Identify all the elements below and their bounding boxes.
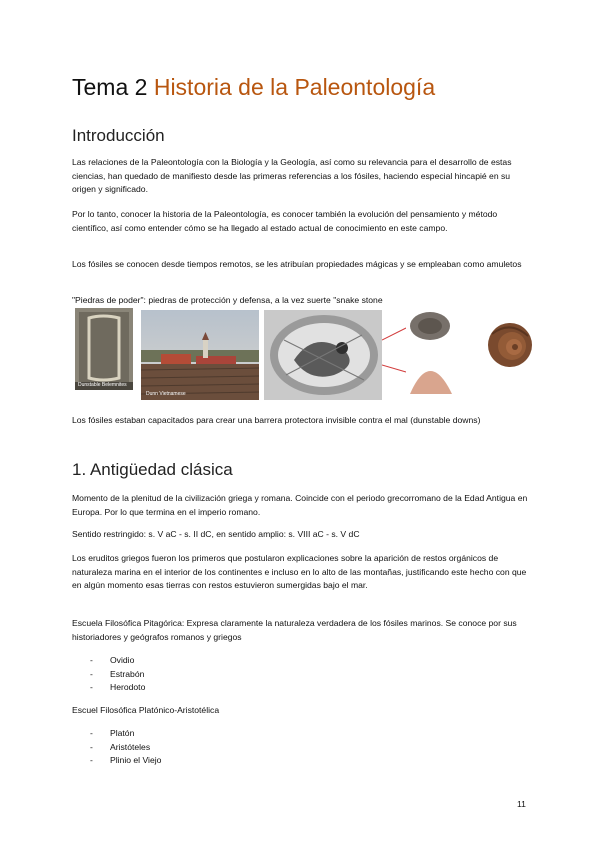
intro-paragraph-2: Por lo tanto, conocer la historia de la Paleontología, es conocer también la evolución del pensamiento y método científico, así como entender cómo se ha llegado al estado actual de conocimiento en este campo. <box>72 209 498 233</box>
section-1-paragraph-1: Momento de la plenitud de la civilización griega y romana. Coincide con el periodo grecorromano de la Edad Antigua en Europa. Por lo que termina en el imperio romano. <box>72 493 528 517</box>
photo-caption-2: Dunn Vietnamese <box>146 391 186 397</box>
section-1-paragraph-4: Escuela Filosófica Pitagórica: Expresa claramente la naturaleza verdadera de los fósiles marinos. Se conoce por sus historiadores y geógrafos romanos y griegos <box>72 618 517 642</box>
burial-engraving <box>264 310 382 400</box>
historians-list <box>90 654 145 695</box>
section-1-paragraph-3: Los eruditos griegos fueron los primeros que postularon explicaciones sobre la aparición de restos orgánicos de naturaleza marina en el interior de los continentes e incluso en lo alto de las montañas, justificando este hecho con que en algún momento esas tierras con restos estuvieron sumergidas bajo el mar. <box>72 553 527 590</box>
intro-paragraph-4: "Piedras de poder": piedras de protección y defensa, a la vez suerte "snake stone <box>72 295 383 305</box>
list-item: - Ovidio <box>90 654 145 668</box>
list-item: - Platón <box>90 727 161 741</box>
list-item: - Herodoto <box>90 681 145 695</box>
list-item: - Estrabón <box>90 668 145 682</box>
belemnite-photo <box>75 308 133 390</box>
intro-paragraph-1: Las relaciones de la Paleontología con la Biología y la Geología, así como su relevancia para el desarrollo de estas ciencias, han quedado de manifiesto desde las primeras referencias a los fósiles, haciendo especial hincapié en su origen y significado. <box>72 157 512 194</box>
list-item: - Aristóteles <box>90 741 161 755</box>
list-item: - Plinio el Viejo <box>90 754 161 768</box>
page-title <box>72 74 435 101</box>
philosophers-list <box>90 727 161 768</box>
intro-paragraph-5: Los fósiles estaban capacitados para crear una barrera protectora invisible contra el mal (dunstable downs) <box>72 415 481 425</box>
section-1-heading: 1. Antigüedad clásica <box>72 460 233 479</box>
echinoid-diagram <box>382 310 457 400</box>
intro-paragraph-3: Los fósiles se conocen desde tiempos remotos, se les atribuían propiedades mágicas y se empleaban como amuletos <box>72 259 522 269</box>
section-1-paragraph-2: Sentido restringido: s. V aC - s. II dC, en sentido amplio: s. VIII aC - s. V dC <box>72 529 360 539</box>
title-accent: Historia de la Paleontología <box>153 74 436 100</box>
title-prefix: Tema 2 <box>72 74 148 100</box>
ammonite-photo <box>484 322 536 368</box>
school-heading: Escuel Filosófica Platónico-Aristotélica <box>72 705 220 715</box>
intro-heading: Introducción <box>72 126 165 145</box>
village-photo <box>141 310 259 400</box>
photo-caption-1: Dunstable Belemnites <box>78 382 127 388</box>
page-number: 11 <box>517 799 526 809</box>
